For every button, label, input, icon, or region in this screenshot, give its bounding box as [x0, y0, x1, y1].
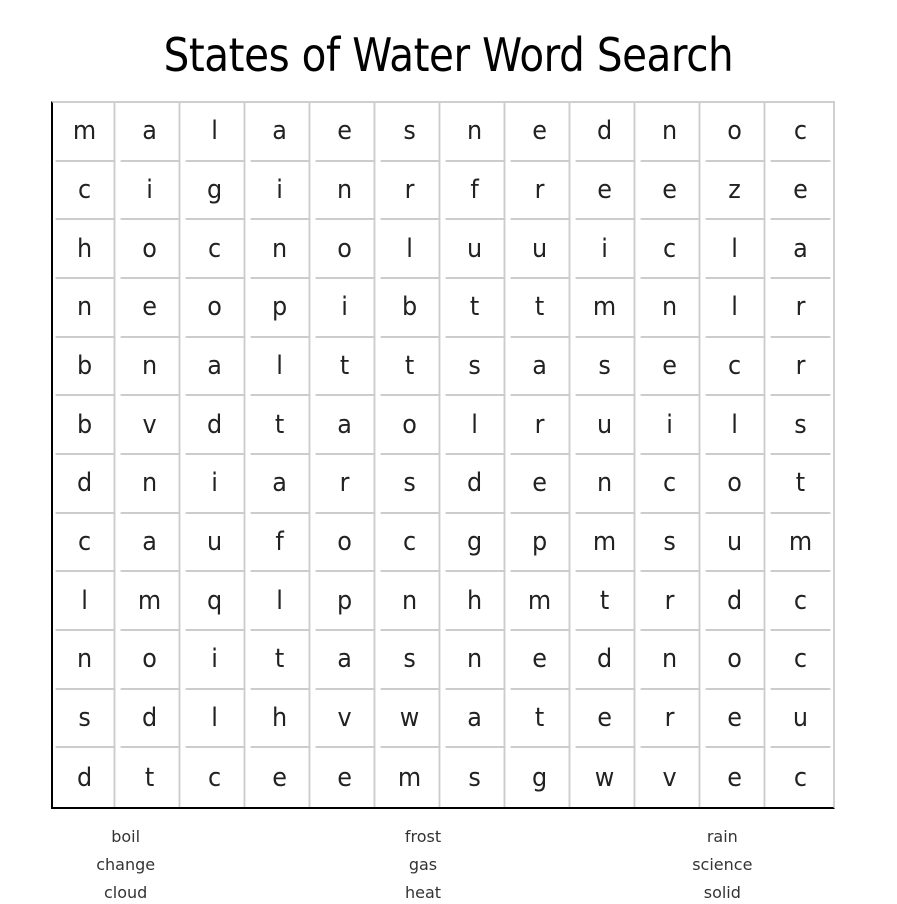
grid-cell[interactable]: r: [511, 162, 571, 221]
grid-cell[interactable]: m: [576, 514, 636, 573]
grid-cell[interactable]: u: [706, 514, 766, 573]
grid-cell[interactable]: l: [251, 572, 311, 631]
grid-cell[interactable]: n: [641, 279, 701, 338]
grid-cell[interactable]: d: [446, 455, 506, 514]
grid-cell[interactable]: f: [446, 162, 506, 221]
grid-cell[interactable]: n: [56, 631, 116, 690]
grid-cell[interactable]: n: [446, 103, 506, 162]
grid-cell[interactable]: a: [511, 338, 571, 397]
grid-cell[interactable]: u: [576, 396, 636, 455]
grid-cell[interactable]: v: [641, 748, 701, 807]
grid-cell[interactable]: o: [706, 103, 766, 162]
grid-cell[interactable]: t: [576, 572, 636, 631]
word-search-grid[interactable]: [51, 101, 835, 809]
grid-cell[interactable]: o: [316, 514, 376, 573]
word-list-item: solid: [703, 883, 741, 902]
grid-cell[interactable]: o: [121, 220, 181, 279]
grid-cell[interactable]: t: [121, 748, 181, 807]
page-title: States of Water Word Search: [163, 28, 734, 82]
grid-cell[interactable]: s: [56, 690, 116, 749]
grid-cell[interactable]: m: [511, 572, 571, 631]
grid-cell[interactable]: d: [56, 455, 116, 514]
grid-cell[interactable]: l: [56, 572, 116, 631]
grid-cell[interactable]: i: [251, 162, 311, 221]
grid-cell[interactable]: n: [56, 279, 116, 338]
grid-cell[interactable]: o: [121, 631, 181, 690]
grid-cell[interactable]: d: [576, 103, 636, 162]
grid-cell[interactable]: r: [381, 162, 441, 221]
grid-cell[interactable]: c: [771, 572, 831, 631]
grid-cell[interactable]: s: [381, 103, 441, 162]
word-list-item: change: [96, 855, 156, 874]
grid-cell[interactable]: a: [186, 338, 246, 397]
grid-cell[interactable]: a: [446, 690, 506, 749]
grid-cell[interactable]: o: [706, 455, 766, 514]
grid-cell[interactable]: w: [576, 748, 636, 807]
grid-cell[interactable]: c: [641, 220, 701, 279]
grid-cell[interactable]: e: [706, 748, 766, 807]
grid-cell[interactable]: t: [316, 338, 376, 397]
grid-cell[interactable]: h: [446, 572, 506, 631]
grid-cell[interactable]: e: [641, 162, 701, 221]
grid-cell[interactable]: r: [641, 572, 701, 631]
grid-cell[interactable]: m: [56, 103, 116, 162]
grid-cell[interactable]: e: [641, 338, 701, 397]
grid-cell[interactable]: u: [446, 220, 506, 279]
grid-cell[interactable]: e: [771, 162, 831, 221]
grid-cell[interactable]: i: [186, 455, 246, 514]
grid-cell[interactable]: n: [641, 631, 701, 690]
grid-cell[interactable]: p: [251, 279, 311, 338]
grid-cell[interactable]: d: [186, 396, 246, 455]
grid-cell[interactable]: c: [706, 338, 766, 397]
grid-cell[interactable]: r: [511, 396, 571, 455]
grid-cell[interactable]: m: [121, 572, 181, 631]
grid-cell[interactable]: u: [511, 220, 571, 279]
grid-cell[interactable]: t: [446, 279, 506, 338]
grid-cell[interactable]: c: [771, 631, 831, 690]
word-list-item: gas: [408, 855, 438, 874]
grid-cell[interactable]: g: [511, 748, 571, 807]
grid-cell[interactable]: l: [186, 103, 246, 162]
grid-cell[interactable]: a: [251, 103, 311, 162]
grid-cell[interactable]: a: [121, 514, 181, 573]
grid-cell[interactable]: b: [381, 279, 441, 338]
grid-cell[interactable]: s: [381, 631, 441, 690]
grid-cell[interactable]: e: [576, 162, 636, 221]
grid-cell[interactable]: h: [251, 690, 311, 749]
grid-cell[interactable]: w: [381, 690, 441, 749]
grid-cell[interactable]: t: [381, 338, 441, 397]
grid-cell[interactable]: s: [641, 514, 701, 573]
grid-cell[interactable]: n: [381, 572, 441, 631]
grid-cell[interactable]: a: [121, 103, 181, 162]
grid-cell[interactable]: i: [576, 220, 636, 279]
grid-cell[interactable]: g: [186, 162, 246, 221]
grid-cell[interactable]: e: [316, 103, 376, 162]
grid-cell[interactable]: a: [771, 220, 831, 279]
grid-cell[interactable]: s: [576, 338, 636, 397]
grid-cell[interactable]: d: [576, 631, 636, 690]
grid-cell[interactable]: v: [316, 690, 376, 749]
word-list-item: rain: [706, 827, 738, 846]
grid-cell[interactable]: p: [316, 572, 376, 631]
grid-cell[interactable]: t: [511, 690, 571, 749]
word-list-item: frost: [404, 827, 442, 846]
word-list-item: heat: [404, 883, 442, 902]
grid-cell[interactable]: n: [446, 631, 506, 690]
grid-cell[interactable]: e: [121, 279, 181, 338]
grid-cell[interactable]: f: [251, 514, 311, 573]
grid-cell[interactable]: e: [316, 748, 376, 807]
word-list-item: boil: [111, 827, 141, 846]
grid-cell[interactable]: o: [186, 279, 246, 338]
grid-cell[interactable]: l: [706, 396, 766, 455]
grid-cell[interactable]: c: [771, 103, 831, 162]
grid-cell[interactable]: i: [121, 162, 181, 221]
grid-cell[interactable]: m: [381, 748, 441, 807]
grid-cell[interactable]: r: [641, 690, 701, 749]
grid-cell[interactable]: i: [186, 631, 246, 690]
grid-cell[interactable]: t: [251, 631, 311, 690]
grid-cell[interactable]: r: [771, 279, 831, 338]
grid-cell[interactable]: c: [186, 220, 246, 279]
grid-cell[interactable]: c: [793, 762, 808, 793]
grid-cell[interactable]: b: [56, 396, 116, 455]
grid-cell[interactable]: c: [56, 162, 116, 221]
grid-cell[interactable]: o: [706, 631, 766, 690]
grid-cell[interactable]: p: [511, 514, 571, 573]
grid-cell[interactable]: d: [121, 690, 181, 749]
grid-cell[interactable]: s: [446, 748, 506, 807]
grid-cell[interactable]: r: [771, 338, 831, 397]
grid-cell[interactable]: m: [576, 279, 636, 338]
grid-cell[interactable]: h: [56, 220, 116, 279]
grid-cell[interactable]: a: [316, 396, 376, 455]
grid-cell[interactable]: u: [771, 690, 831, 749]
grid-cell[interactable]: o: [381, 396, 441, 455]
grid-cell[interactable]: s: [446, 338, 506, 397]
grid-cell[interactable]: n: [251, 220, 311, 279]
grid-cell[interactable]: q: [186, 572, 246, 631]
grid-cell[interactable]: e: [511, 455, 571, 514]
grid-cell[interactable]: v: [121, 396, 181, 455]
grid-cell[interactable]: n: [316, 162, 376, 221]
grid-cell[interactable]: i: [641, 396, 701, 455]
grid-cell[interactable]: l: [381, 220, 441, 279]
grid-cell[interactable]: d: [56, 748, 116, 807]
grid-cell[interactable]: m: [771, 514, 831, 573]
word-list-item: science: [692, 855, 753, 874]
grid-cell[interactable]: n: [576, 455, 636, 514]
grid-cell[interactable]: l: [446, 396, 506, 455]
grid-cell[interactable]: d: [706, 572, 766, 631]
grid-cell[interactable]: n: [121, 338, 181, 397]
grid-cell[interactable]: l: [706, 279, 766, 338]
grid-cell[interactable]: e: [706, 690, 766, 749]
word-list: [51, 826, 835, 904]
grid-cell[interactable]: o: [316, 220, 376, 279]
grid-cell[interactable]: n: [121, 455, 181, 514]
grid-cell[interactable]: e: [251, 748, 311, 807]
grid-cell[interactable]: a: [316, 631, 376, 690]
grid-cell[interactable]: c: [381, 514, 441, 573]
grid-cell[interactable]: z: [706, 162, 766, 221]
grid-cell[interactable]: e: [511, 103, 571, 162]
grid-cell[interactable]: e: [576, 690, 636, 749]
grid-cell[interactable]: u: [186, 514, 246, 573]
grid-cell[interactable]: g: [446, 514, 506, 573]
grid-cell[interactable]: i: [316, 279, 376, 338]
grid-cell[interactable]: t: [511, 279, 571, 338]
word-list-item: cloud: [104, 883, 148, 902]
grid-cell[interactable]: l: [251, 338, 311, 397]
grid-cell[interactable]: t: [251, 396, 311, 455]
grid-cell[interactable]: r: [316, 455, 376, 514]
grid-cell[interactable]: s: [771, 396, 831, 455]
grid-cell[interactable]: e: [511, 631, 571, 690]
grid-cell[interactable]: b: [56, 338, 116, 397]
grid-cell[interactable]: t: [771, 455, 831, 514]
grid-cell[interactable]: s: [381, 455, 441, 514]
grid-cell[interactable]: l: [706, 220, 766, 279]
grid-cell[interactable]: n: [641, 103, 701, 162]
grid-cell[interactable]: c: [56, 514, 116, 573]
grid-cell[interactable]: c: [641, 455, 701, 514]
grid-cell[interactable]: l: [186, 690, 246, 749]
grid-cell[interactable]: a: [251, 455, 311, 514]
grid-cell[interactable]: c: [186, 748, 246, 807]
